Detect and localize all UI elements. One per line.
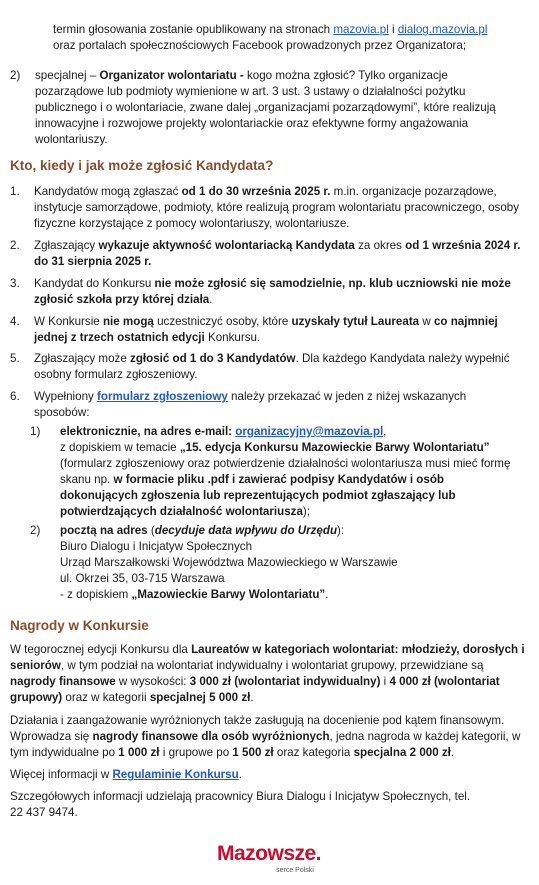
logo-tagline: serce Polski [276,867,314,874]
dist-b: nagrody finansowe dla osób wyróżnionych [92,730,330,743]
item-text-c: . Dla każdego Kandydata należy wypełnić osobny formularz zgłoszeniowy. [34,352,510,381]
item-text-c: należy przekazać w jeden z niżej wskazanych sposobów: [34,390,467,419]
item-number: 6. [10,390,20,403]
more-a: Więcej informacji w [10,768,113,781]
item-text-a: W Konkursie [34,315,103,328]
sub-text-e: (formularz zgłoszeniowy oraz potwierdzenie działalności wolontariusza musi mieć formę skanu np. [60,457,511,486]
item-text-c: za okres [354,239,406,252]
item-number: 1. [10,185,20,198]
item-text [34,389,524,421]
prizes-paragraph [10,642,530,706]
address-line-2: Urząd Marszałkowski Województwa Mazowieckiego w Warszawie [60,556,398,569]
top-paragraph [53,22,523,54]
item-text-a: specjalnej – [35,69,100,82]
logo-brand: Mazowsze. [216,842,322,865]
prizes-i: oraz w kategorii [62,691,150,704]
email-link[interactable]: organizacyjny@mazovia.pl [235,425,384,438]
item-text [34,351,524,383]
item-text-d: uzyskały tytuł Laureata [291,315,420,328]
prizes-b: Laureatów w kategoriach wolontariat: młodzieży, dorosłych i seniorów [10,643,525,672]
sub-text [60,424,520,520]
item-text-c: uczestniczyć osoby, które [153,315,292,328]
sub-text-b: , [383,425,387,438]
item-text-a: Kandydat do Konkursu [34,277,155,290]
item-text-c: kogo można zgłosić? Tylko organizacje pozarządowe lub podmioty wymienione w art. 3 ust. 3 ustawy o działalności pożytku publicznego i o wolontariacie, zwane dalej „organizacjami pozarządowymi”, które realizują innowacyjne i rozwojowe projekty wolontariackie oraz efektywne formy angażowania wolontariuszy. [35,69,496,146]
top-text-2: i [388,23,398,36]
mazovia-link[interactable]: mazovia.pl [333,23,389,36]
item-text-a: Zgłaszający może [34,352,131,365]
item-number: 2. [10,239,20,252]
item-text-b: od 1 do 30 września 2025 r. [181,185,331,198]
item-text-f: co najmniej jednej z trzech ostatnich edycji [34,315,498,344]
prizes-a: W tegorocznej edycji Konkursu dla [10,643,192,656]
item-text-d: od 1 września 2024 r. do 31 sierpnia 2025 r. [34,239,521,268]
sub-text-d: „15. edycja Konkursu Mazowieckie Barwy Wolontariatu” [179,441,490,454]
dist-d: 1 000 zł [118,746,160,759]
prizes-h: 4 000 zł (wolontariat grupowy) [10,675,500,704]
item-text-c: m.in. organizacje pozarządowe, instytucje samorządowe, podmioty, które realizują program wolontariatu pracowniczego, osoby fizyczne korzystające z pomocy wolontariuszy, wolontariusze. [34,185,520,230]
item-number: 3. [10,277,20,290]
prizes-g: i [380,675,390,688]
sub-text [60,523,520,603]
sub-text-g: ); [302,505,310,518]
item-text-a: Zgłaszający [34,239,99,252]
prizes-e: w wysokości: [115,675,190,688]
dist-e: i grupowe po [159,746,233,759]
item-text-e: w [419,315,434,328]
item-text [35,68,515,148]
mazowsze-logo [199,842,339,878]
address-line-4a: - z dopiskiem [60,588,132,601]
dist-f: 1 500 zł [232,746,274,759]
item-number: 2) [10,69,21,82]
item-text-b: nie mogą [102,315,154,328]
item-text-b: zgłosić od 1 do 3 Kandydatów [130,352,296,365]
item-text-b: Organizator wolontariatu - [99,69,244,82]
contact-paragraph: Szczegółowych informacji udzielają pracownicy Biura Dialogu i Inicjatyw Społecznych, tel. 22 437 9474. [10,790,471,819]
dist-h: specjalna 2 000 zł [353,746,451,759]
item-text [34,276,524,308]
dist-i: . [450,746,455,759]
top-text-1: termin głosowania zostanie opublikowany na stronach [53,23,331,36]
prizes-d: nagrody finansowe [10,675,116,688]
prizes-c: , w tym podział na wolontariat indywidualny i wolontariat grupowy, przewidziane są [60,659,484,672]
address-line-4b: „Mazowieckie Barwy Wolontariatu” [131,588,326,601]
dist-g: oraz kategoria [273,746,354,759]
sub-text-a: pocztą na adres [60,524,148,537]
item-text-g: Konkursu. [204,331,261,344]
address-line-4c: . [325,588,329,601]
sub-text-c: z dopiskiem w temacie [60,441,180,454]
item-text [34,184,524,232]
sub-text-d: ): [337,524,345,537]
prizes-k: . [250,691,254,704]
sub-number: 2) [30,524,41,537]
prizes-j: specjalnej 5 000 zł [149,691,251,704]
item-text-c: . [209,293,213,306]
item-text-a: Kandydatów mogą zgłaszać [34,185,182,198]
distinctions-paragraph [10,713,530,761]
item-text-b: wykazuje aktywność wolontariacką Kandydata [98,239,355,252]
dialog-link[interactable]: dialog.mazovia.pl [397,23,488,36]
item-text-a: Wypełniony [34,390,98,403]
more-info-paragraph [10,767,530,783]
item-text [34,238,524,270]
sub-text-f: w formacie pliku .pdf i zawierać podpisy Kandydatów i osób dokonujących zgłoszenia lub reprezentujących podmiot zgłaszający lub potwierdzających działalność wolontariusza [60,473,456,518]
section-heading-who: Kto, kiedy i jak może zgłosić Kandydata? [10,158,274,173]
sub-text-b: ( [147,524,155,537]
top-text-3: oraz portalach społecznościowych Facebook prowadzonych przez Organizatora; [53,39,467,52]
sub-text-c: decyduje data wpływu do Urzędu [154,524,338,537]
item-number: 5. [10,352,20,365]
address-line-3: ul. Okrzei 35, 03-715 Warszawa [60,572,225,585]
dist-c: , jedna nagroda w każdej kategorii, w tym indywidualne po [10,730,521,759]
address-line-1: Biuro Dialogu i Inicjatyw Społecznych [60,540,253,553]
item-text-b: nie może zgłosić się samodzielnie, np. klub uczniowski nie może zgłosić szkoła przy której działa [34,277,511,306]
section-heading-prizes: Nagrody w Konkursie [10,618,149,633]
prizes-f: 3 000 zł (wolontariat indywidualny) [189,675,381,688]
form-link[interactable]: formularz zgłoszeniowy [97,390,228,403]
dist-a: Działania i zaangażowanie wyróżnionych także zasługują na docenienie pod kątem finansowym. Wprowadza się [10,714,505,743]
sub-number: 1) [30,425,41,438]
regulations-link[interactable]: Regulaminie Konkursu [112,768,239,781]
more-b: . [238,768,242,781]
item-text [34,314,524,346]
sub-text-a: elektronicznie, na adres e-mail: [60,425,236,438]
item-number: 4. [10,315,20,328]
